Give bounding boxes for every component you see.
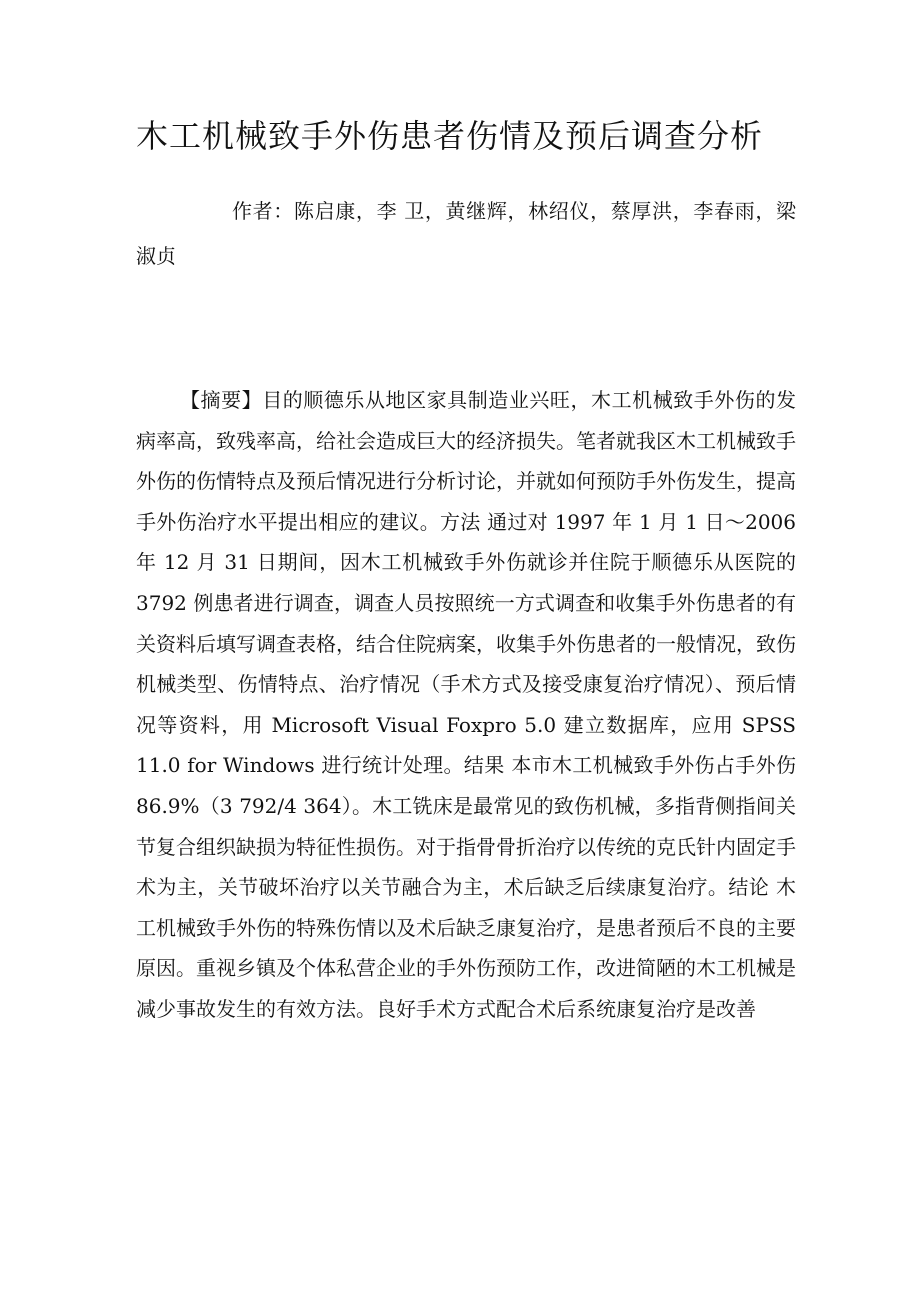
author-line: 作者：陈启康，李 卫，黄继辉，林绍仪，蔡厚洪，李春雨，梁淑贞 [136, 199, 796, 268]
abstract-paragraph: 【摘要】目的顺德乐从地区家具制造业兴旺，木工机械致手外伤的发病率高，致残率高，给社会造成巨大的经济损失。笔者就我区木工机械致手外伤的伤情特点及预后情况进行分析讨论，并就如何预防手外伤发生，提高手外伤治疗水平提出相应的建议。方法 通过对 1997 年 1 月 1 日～2006 年 12 月 31 日期间，因木工机械致手外伤就诊并住院于顺德乐从医院的 3792 例患者进行调查，调查人员按照统一方式调查和收集手外伤患者的有关资料后填写调查表格，结合住院病案，收集手外伤患者的一般情况，致伤机械类型、伤情特点、治疗情况（手术方式及接受康复治疗情况）、预后情况等资料，用 Microsoft Visual Foxpro 5.0 建立数据库，应用 SPSS 11.0 for Windows 进行统计处理。结果 本市木工机械致手外伤占手外伤 86.9%（3 792/4 364）。木工铣床是最常见的致伤机械，多指背侧指间关节复合组织缺损为特征性损伤。对于指骨骨折治疗以传统的克氏针内固定手术为主，关节破坏治疗以关节融合为主，术后缺乏后续康复治疗。结论 木工机械致手外伤的特殊伤情以及术后缺乏康复治疗，是患者预后不良的主要原因。重视乡镇及个体私营企业的手外伤预防工作，改进简陋的木工机械是减少事故发生的有效方法。良好手术方式配合术后系统康复治疗是改善 [136, 388, 796, 1021]
document-title: 木工机械致手外伤患者伤情及预后调查分析 [136, 117, 764, 155]
